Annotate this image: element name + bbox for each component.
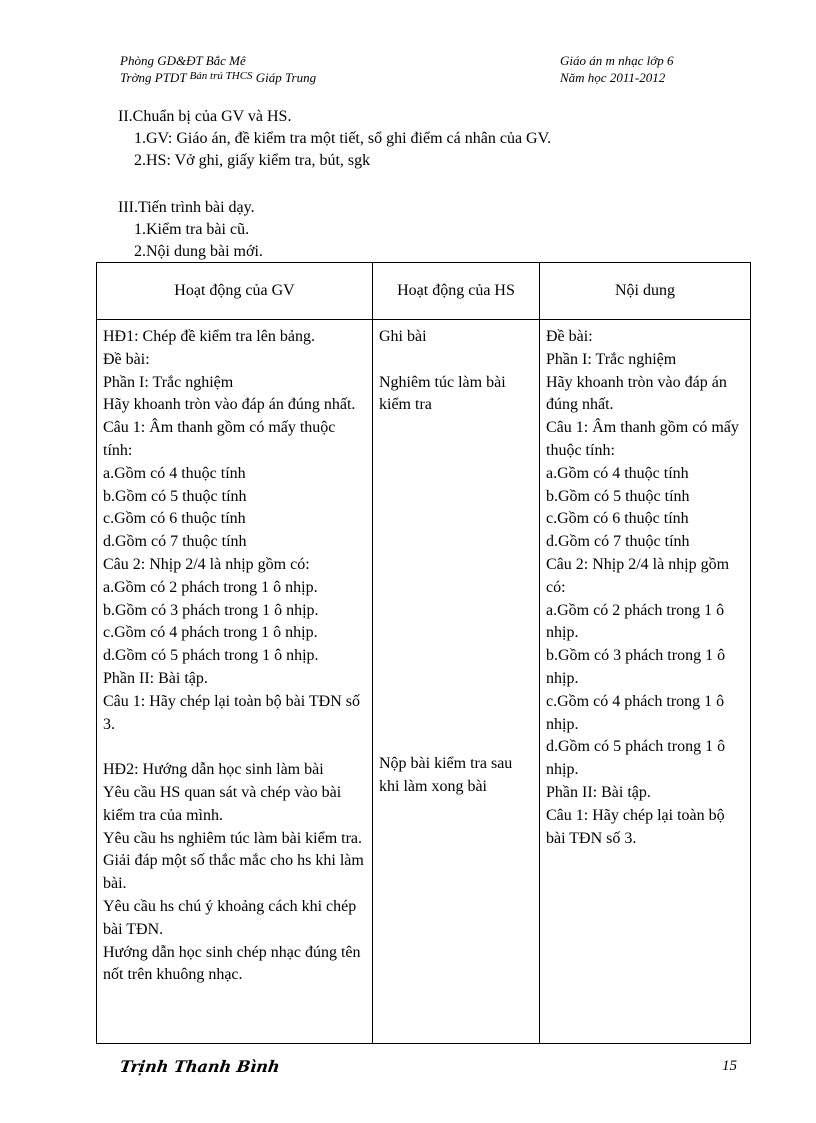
- school-department: Phòng GD&ĐT Bắc Mê: [120, 53, 246, 68]
- teacher-activity-line: a.Gồm có 4 thuộc tính: [103, 464, 246, 482]
- teacher-activity-line: Giải đáp một số thắc mắc cho hs khi làm bài.: [103, 852, 364, 893]
- section-procedure-title: III.Tiến trình bài dạy.: [118, 199, 255, 216]
- student-activity-line: Nộp bài kiểm tra sau khi làm xong bài: [379, 755, 513, 795]
- page-number: 15: [722, 1058, 737, 1074]
- teacher-activity-line: d.Gồm có 7 thuộc tính: [103, 533, 247, 551]
- student-activity-line: Ghi bài: [379, 328, 427, 345]
- student-activity-block-1: [379, 326, 533, 417]
- teacher-activity-line: Yêu cầu hs chú ý khoảng cách khi chép bài TĐN.: [103, 897, 357, 938]
- header-teacher-activity: Hoạt động của GV: [97, 263, 373, 320]
- teacher-activity-line: Câu 1: Hãy chép lại toàn bộ bài TĐN số 3.: [103, 692, 360, 733]
- content-line: Phần II: Bài tập.: [546, 783, 651, 801]
- teacher-activity-line: Câu 1: Âm thanh gồm có mấy thuộc tính:: [103, 419, 336, 459]
- teacher-activity-line: c.Gồm có 4 phách trong 1 ô nhịp.: [103, 624, 318, 642]
- content-line: Câu 2: Nhịp 2/4 là nhịp gồm có:: [546, 555, 730, 596]
- teacher-activity-line: a.Gồm có 2 phách trong 1 ô nhịp.: [103, 578, 318, 596]
- teacher-activity-line: HĐ2: Hướng dẫn học sinh làm bài: [103, 761, 324, 779]
- teacher-activity-line: Câu 2: Nhịp 2/4 là nhịp gồm có:: [103, 555, 310, 573]
- teacher-activity-line: c.Gồm có 6 thuộc tính: [103, 510, 246, 528]
- school-year: Năm học 2011-2012: [560, 70, 666, 85]
- school-name-a: Trờng PTDT: [120, 70, 190, 85]
- teacher-activity-line: Yêu cầu hs nghiêm túc làm bài kiểm tra.: [103, 829, 363, 847]
- teacher-signature: Trịnh Thanh Bình: [118, 1057, 282, 1076]
- section-preparation-title: II.Chuẩn bị của GV và HS.: [118, 108, 292, 125]
- procedure-step-1: 1.Kiểm tra bài cũ.: [134, 221, 250, 238]
- content-line: Phần I: Trắc nghiệm: [546, 350, 677, 368]
- content-line: b.Gồm có 5 thuộc tính: [546, 487, 690, 505]
- content-line: c.Gồm có 4 phách trong 1 ô nhịp.: [546, 692, 725, 733]
- table-header-row: [97, 263, 751, 320]
- content-line: d.Gồm có 5 phách trong 1 ô nhịp.: [546, 738, 726, 779]
- section-preparation: [118, 106, 551, 172]
- table-body-row: [97, 320, 751, 1044]
- teacher-activity-line: Hướng dẫn học sinh chép nhạc đúng tên nốt trên khuông nhạc.: [103, 943, 361, 984]
- teacher-activity-line: HĐ1: Chép đề kiểm tra lên bảng.: [103, 328, 315, 345]
- header-right: [560, 52, 673, 86]
- school-name-b: Giáp Trung: [252, 70, 317, 85]
- content-line: b.Gồm có 3 phách trong 1 ô nhịp.: [546, 647, 726, 687]
- content-line: a.Gồm có 2 phách trong 1 ô nhịp.: [546, 601, 725, 642]
- teacher-activity-line: b.Gồm có 3 phách trong 1 ô nhịp.: [103, 601, 319, 619]
- school-name: [120, 69, 316, 88]
- content-line: d.Gồm có 7 thuộc tính: [546, 533, 690, 551]
- section-procedure: [118, 197, 263, 263]
- content-line: Đề bài:: [546, 328, 593, 345]
- teacher-activity-line: [103, 736, 366, 759]
- teacher-activity-line: Đề bài:: [103, 350, 150, 368]
- student-activity-line: Nghiêm túc làm bài kiểm tra: [379, 373, 506, 414]
- content-line: Câu 1: Hãy chép lại toàn bộ bài TĐN số 3.: [546, 806, 725, 847]
- content-line: a.Gồm có 4 thuộc tính: [546, 464, 689, 482]
- student-activity-cell: [373, 320, 540, 1044]
- student-activity-line: [379, 349, 533, 372]
- content-line: c.Gồm có 6 thuộc tính: [546, 510, 689, 528]
- header-left: [120, 52, 316, 88]
- header-content: Nội dung: [540, 263, 751, 320]
- student-activity-spacer: [379, 417, 533, 753]
- header-student-activity: Hoạt động của HS: [373, 263, 540, 320]
- teacher-activity-line: Yêu cầu HS quan sát và chép vào bài kiểm tra của mình.: [103, 783, 342, 824]
- teacher-activity-cell: [97, 320, 373, 1044]
- preparation-student: 2.HS: Vở ghi, giấy kiểm tra, bút, sgk: [134, 152, 371, 169]
- teacher-activity-line: Hãy khoanh tròn vào đáp án đúng nhất.: [103, 396, 356, 414]
- content-cell: [540, 320, 751, 1044]
- content-line: Câu 1: Âm thanh gồm có mấy thuộc tính:: [546, 419, 739, 459]
- teacher-activity-line: d.Gồm có 5 phách trong 1 ô nhịp.: [103, 647, 319, 665]
- preparation-teacher: 1.GV: Giáo án, đề kiểm tra một tiết, sổ ghi điểm cá nhân của GV.: [134, 130, 552, 147]
- procedure-step-2: 2.Nội dung bài mới.: [134, 243, 263, 260]
- school-name-sup: Bán trú THCS: [189, 70, 253, 82]
- student-activity-block-2: [379, 753, 533, 799]
- lesson-plan-subject: Giáo án m nhạc lớp 6: [560, 53, 674, 68]
- teacher-activity-line: Phần II: Bài tập.: [103, 669, 208, 687]
- lesson-table: [96, 262, 751, 1044]
- teacher-activity-line: b.Gồm có 5 thuộc tính: [103, 487, 247, 505]
- teacher-activity-line: Phần I: Trắc nghiệm: [103, 373, 234, 391]
- content-line: Hãy khoanh tròn vào đáp án đúng nhất.: [546, 373, 727, 414]
